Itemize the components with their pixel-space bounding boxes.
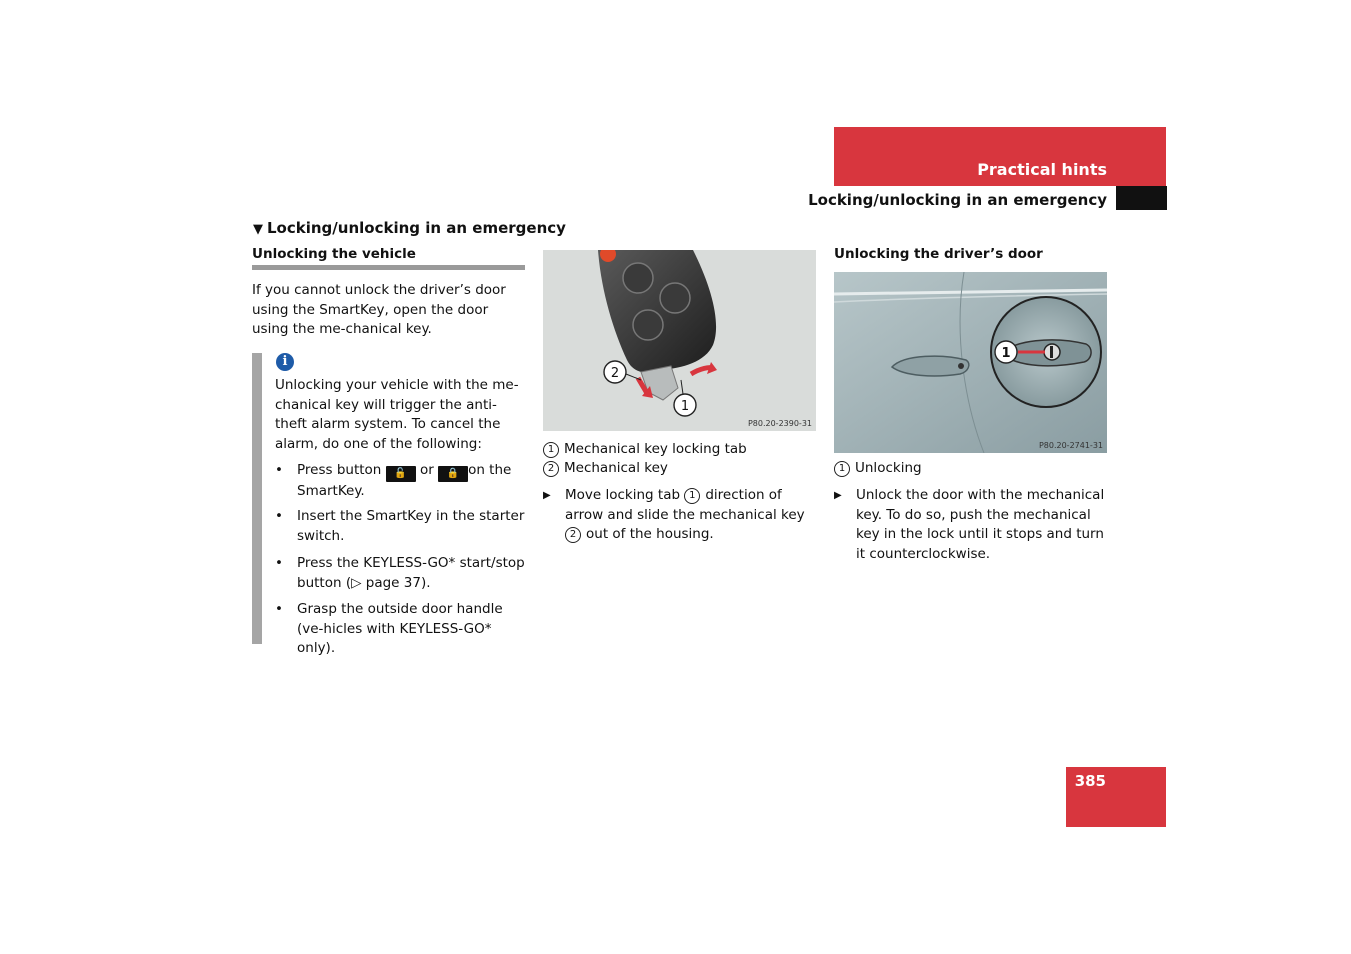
info-text: Unlocking your vehicle with the me-chanical key will trigger the anti-theft alarm system. To cancel the alarm, do one of the following: (275, 377, 519, 452)
caption-item: 1 Unlocking (834, 459, 1107, 479)
bullet-text: Press the KEYLESS-GO* start/stop button (▷ page 37). (297, 555, 525, 591)
bullet-text: Grasp the outside door handle (ve-hicles with KEYLESS-GO* only). (297, 601, 503, 656)
caption-item: 2 Mechanical key (543, 459, 816, 479)
bullet-text: Press button 🔓 or 🔒 on the SmartKey. (297, 462, 512, 499)
step-arrow-icon: ▶ (834, 490, 842, 501)
lock-button-icon: 🔒 (438, 466, 468, 482)
step-text: Move locking tab 1 direction of arrow and slide the mechanical key 2 out of the housing. (565, 487, 805, 542)
instruction-step (834, 486, 1109, 566)
svg-text:1: 1 (680, 399, 690, 414)
unlock-button-icon: 🔓 (386, 466, 416, 482)
bullet-dot: • (275, 508, 283, 524)
callout-number: 1 (684, 488, 700, 504)
section-header: Locking/unlocking in an emergency (808, 191, 1107, 209)
smartkey-drawing (543, 250, 816, 431)
intro-paragraph: If you cannot unlock the driver’s door using the SmartKey, open the door using the me-chanical key. (252, 282, 506, 337)
chapter-title: Practical hints (977, 160, 1107, 179)
callout-number: 1 (834, 461, 850, 477)
smartkey-illustration (543, 250, 816, 431)
section-title-text: Locking/unlocking in an emergency (267, 219, 566, 237)
step-text: Unlock the door with the mechanical key. To do so, push the mechanical key in the lock until it stops and turn it counterclockwise. (856, 487, 1105, 562)
section-title (253, 219, 566, 237)
bullet-dot: • (275, 555, 283, 571)
bullet-text: Insert the SmartKey in the starter switch. (297, 508, 525, 544)
door-lock-drawing (834, 272, 1107, 453)
subheading-unlocking-vehicle: Unlocking the vehicle (252, 246, 416, 262)
bullet-dot: • (275, 462, 283, 478)
image-code: P80.20-2741-31 (1038, 441, 1103, 450)
subheading-drivers-door: Unlocking the driver’s door (834, 246, 1043, 262)
header-black-tab (1116, 186, 1167, 210)
door-lock-illustration (834, 272, 1107, 453)
svg-text:1: 1 (1001, 346, 1011, 361)
triangle-down-icon: ▼ (253, 222, 263, 237)
callout-number: 2 (565, 527, 581, 543)
step-arrow-icon: ▶ (543, 490, 551, 501)
bullet-dot: • (275, 601, 283, 617)
instruction-step (543, 486, 818, 546)
image-code: P80.20-2390-31 (747, 419, 812, 428)
svg-text:2: 2 (610, 366, 620, 381)
info-icon: i (276, 353, 294, 371)
callout-number: 1 (543, 442, 559, 458)
info-box-bar (252, 353, 262, 644)
page-number: 385 (1074, 772, 1106, 790)
callout-number: 2 (543, 461, 559, 477)
subheading-rule (252, 265, 525, 270)
caption-item: 1 Mechanical key locking tab (543, 440, 816, 460)
